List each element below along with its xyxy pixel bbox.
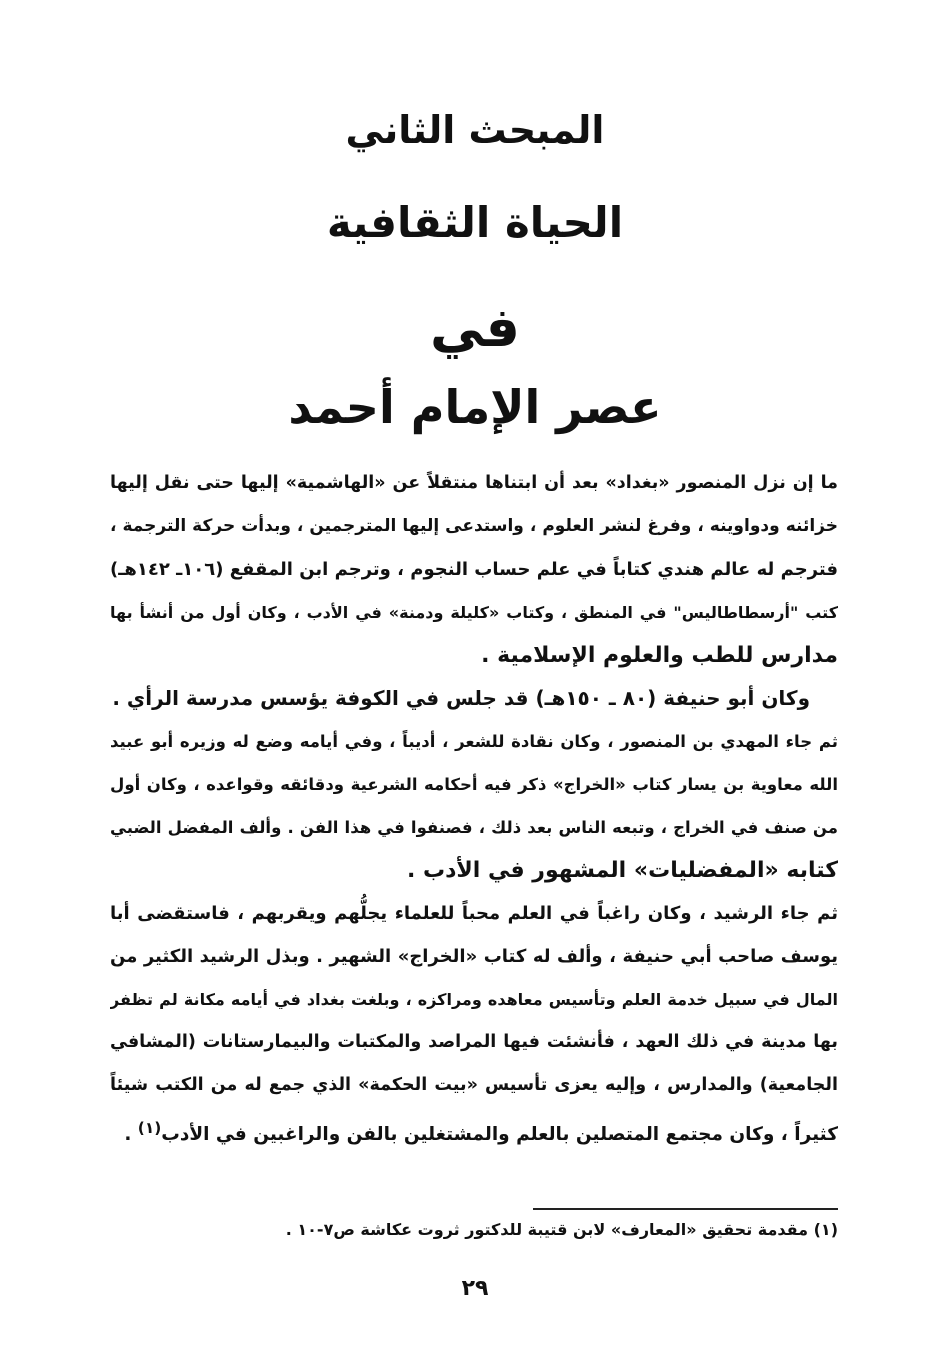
text-line: ثم جاء الرشيد ، وكان راغباً في العلم محباً للعلماء يجلُّهم ويقربهم ، فاستقضى أبا (110, 903, 838, 924)
footnote-reference: (١) (137, 1119, 162, 1137)
text-line: المال في سبيل خدمة العلم وتأسيس معاهده ومراكزه ، وبلغت بغداد في أيامه مكانة لم تظفر (110, 990, 838, 1009)
text-line: بها مدينة في ذلك العهد ، فأنشئت فيها المراصد والمكتبات والبيمارستانات (المشافي (110, 1032, 838, 1052)
text-line: ثم جاء المهدي بن المنصور ، وكان نقادة للشعر ، أديباً ، وفي أيامه وضع له وزيره أبو عبيد (110, 732, 838, 751)
paragraph-mahdi (110, 720, 838, 892)
text-line: وكان أبو حنيفة (٨٠ ـ ١٥٠هـ) قد جلس في الكوفة يؤسس مدرسة الرأي . (112, 686, 810, 710)
text-line: الجامعية) والمدارس ، وإليه يعزى تأسيس «بيت الحكمة» الذي جمع له من الكتب شيئاً (110, 1075, 838, 1095)
footnote-divider (533, 1208, 838, 1210)
text-line: يوسف صاحب أبي حنيفة ، وألف له كتاب «الخراج» الشهير . وبذل الرشيد الكثير من (110, 946, 838, 967)
final-line (110, 1107, 838, 1150)
footnote: (١) مقدمة تحقيق «المعارف» لابن قتيبة للدكتور ثروت عكاشة ص٧-١٠ . (285, 1220, 838, 1239)
page-number: ٢٩ (461, 1276, 489, 1301)
text-line: مدارس للطب والعلوم الإسلامية . (481, 643, 838, 668)
paragraph-mansour (110, 462, 838, 677)
text-line: كتب "أرسطاطاليس" في المنطق ، وكتاب «كليلة ودمنة» في الأدب ، وكان أول من أنشأ بها (110, 603, 838, 622)
text-line: الله معاوية بن يسار كتاب «الخراج» ذكر فيه أحكامه الشرعية ودقائقه وقواعده ، وكان أول (110, 775, 838, 794)
sentence-end: . (124, 1124, 138, 1146)
section-heading: المبحث الثاني (345, 108, 605, 152)
text-line: من صنف في الخراج ، وتبعه الناس بعد ذلك ، فصنفوا في هذا الفن . وألف المفضل الضبي (110, 818, 838, 837)
chapter-title: الحياة الثقافية (326, 198, 624, 247)
paragraph-abu-hanifa (110, 677, 838, 720)
title-preposition: في (430, 296, 520, 359)
text-line: كثيراً ، وكان مجتمع المتصلين بالعلم والمشتغلين بالفن والراغبين في الأدب (161, 1124, 838, 1146)
era-title: عصر الإمام أحمد (288, 380, 662, 434)
text-line: ما إن نزل المنصور «بغداد» بعد أن ابتناها منتقلاً عن «الهاشمية» إليها حتى نقل إليها (110, 473, 838, 493)
paragraph-rashid (110, 892, 838, 1150)
text-line: فترجم له عالم هندي كتاباً في علم حساب النجوم ، وترجم ابن المقفع (١٠٦ـ ١٤٢هـ) (110, 559, 838, 580)
body-text (110, 462, 838, 1150)
text-line: خزائنه ودواوينه ، وفرغ لنشر العلوم ، واستدعى إليها المترجمين ، وبدأت حركة الترجمة ، (110, 516, 838, 536)
text-line: كتابه «المفضليات» المشهور في الأدب . (406, 858, 838, 883)
